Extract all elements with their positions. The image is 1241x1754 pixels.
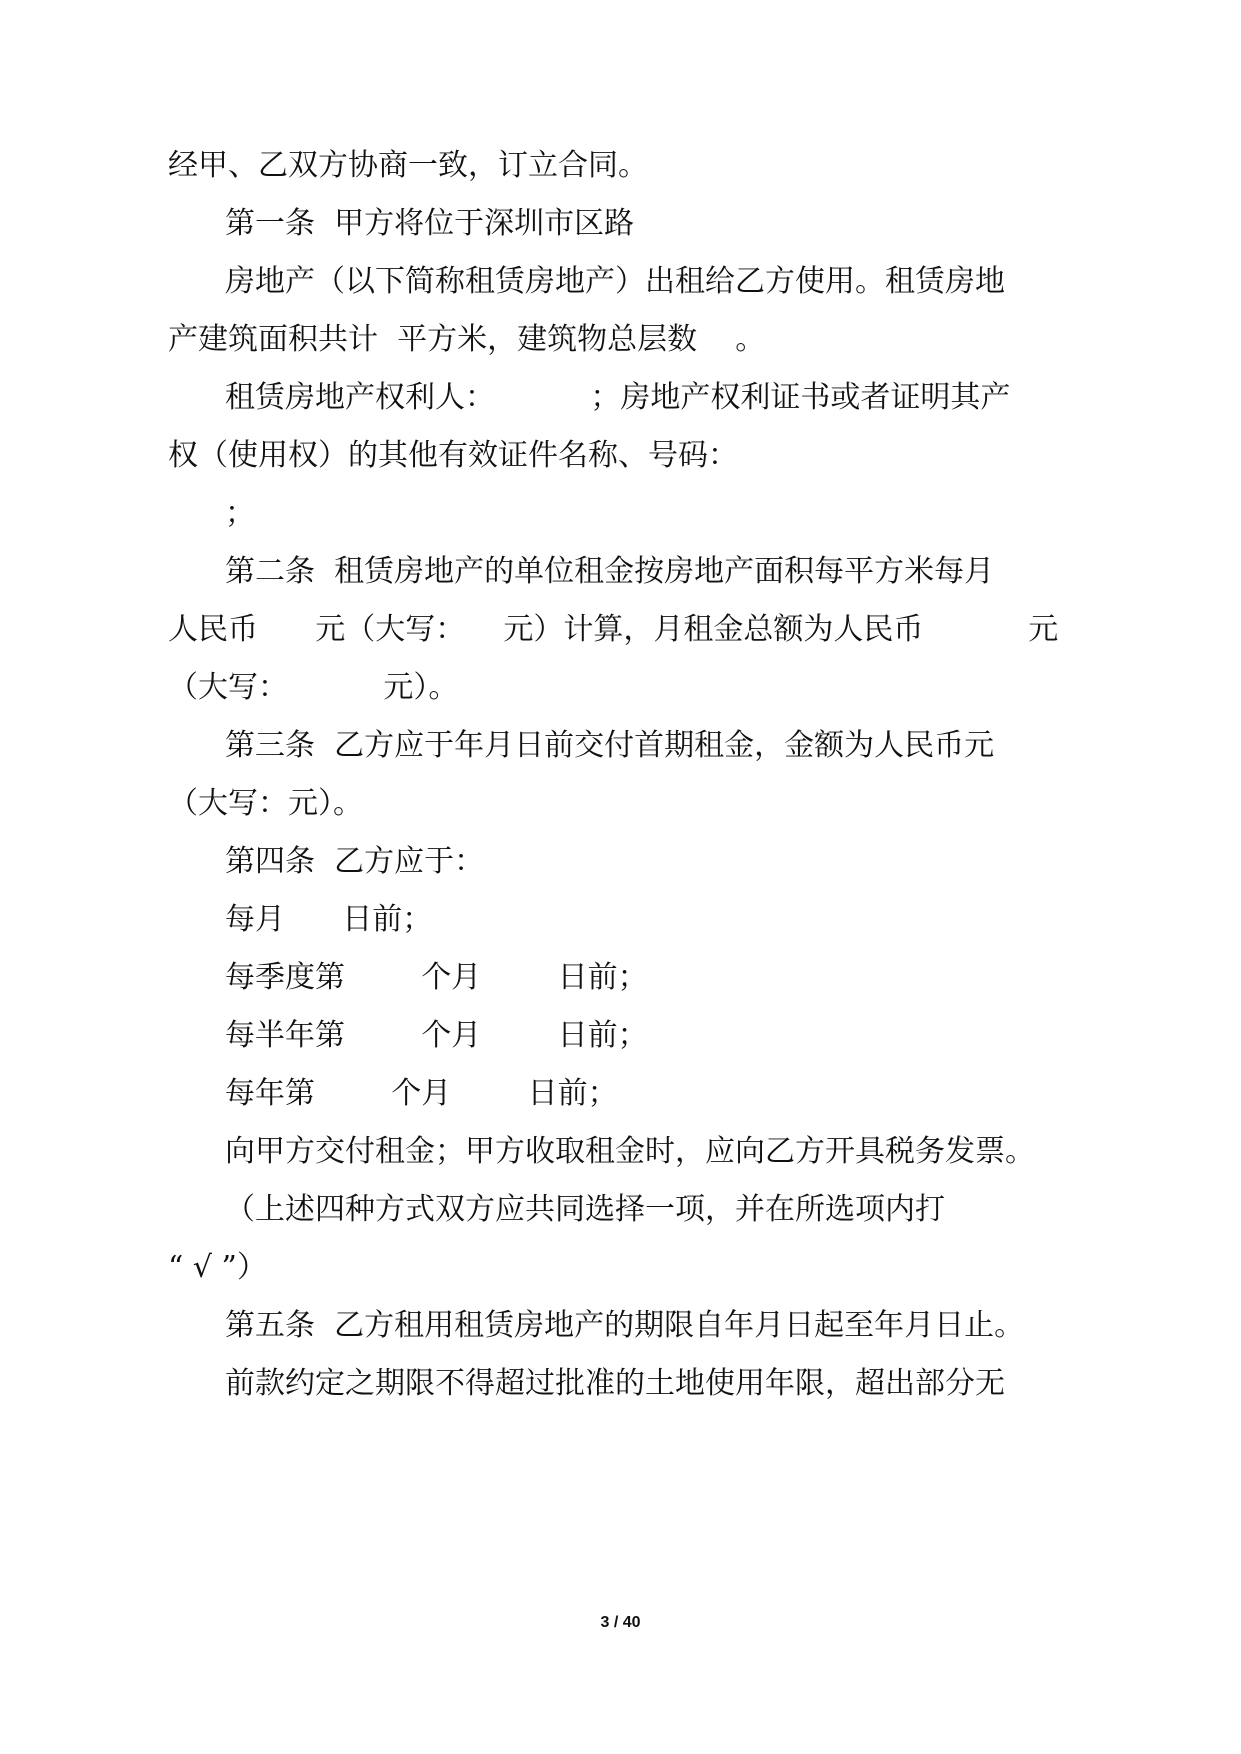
text-line-15: 每季度第 个月 日前； [225,960,648,995]
text-line-5: 租赁房地产权利人： ；房地产权利证书或者证明其产 [225,380,1011,415]
text-line-12: （大写：元）。 [168,786,363,821]
text-line-14: 每月 日前； [225,902,433,937]
text-line-11: 第三条 乙方应于年月日前交付首期租金，金额为人民币元 [225,728,995,763]
text-line-9: 人民币 元（大写： 元）计算，月租金总额为人民币 元 [168,612,1059,647]
text-line-1: 经甲、乙双方协商一致，订立合同。 [168,148,648,183]
text-line-6: 权（使用权）的其他有效证件名称、号码： [168,438,738,473]
page-number: 3 / 40 [600,1614,641,1631]
text-line-7: ； [225,496,255,531]
text-line-4: 产建筑面积共计 平方米，建筑物总层数 。 [168,322,766,357]
text-line-18: 向甲方交付租金；甲方收取租金时，应向乙方开具税务发票。 [225,1134,1035,1169]
text-line-2: 第一条 甲方将位于深圳市区路 [225,206,635,241]
text-line-21: 第五条 乙方租用租赁房地产的期限自年月日起至年月日止。 [225,1308,1025,1343]
text-line-20: “ √ ”） [168,1250,267,1285]
text-line-10: （大写： 元）。 [168,670,459,705]
text-line-3: 房地产（以下简称租赁房地产）出租给乙方使用。租赁房地 [225,264,1005,299]
text-line-17: 每年第 个月 日前； [225,1076,618,1111]
text-line-22: 前款约定之期限不得超过批准的土地使用年限，超出部分无 [225,1366,1005,1401]
text-line-8: 第二条 租赁房地产的单位租金按房地产面积每平方米每月 [225,554,995,589]
text-line-19: （上述四种方式双方应共同选择一项，并在所选项内打 [225,1192,945,1227]
text-line-16: 每半年第 个月 日前； [225,1018,648,1053]
text-line-13: 第四条 乙方应于： [225,844,485,879]
